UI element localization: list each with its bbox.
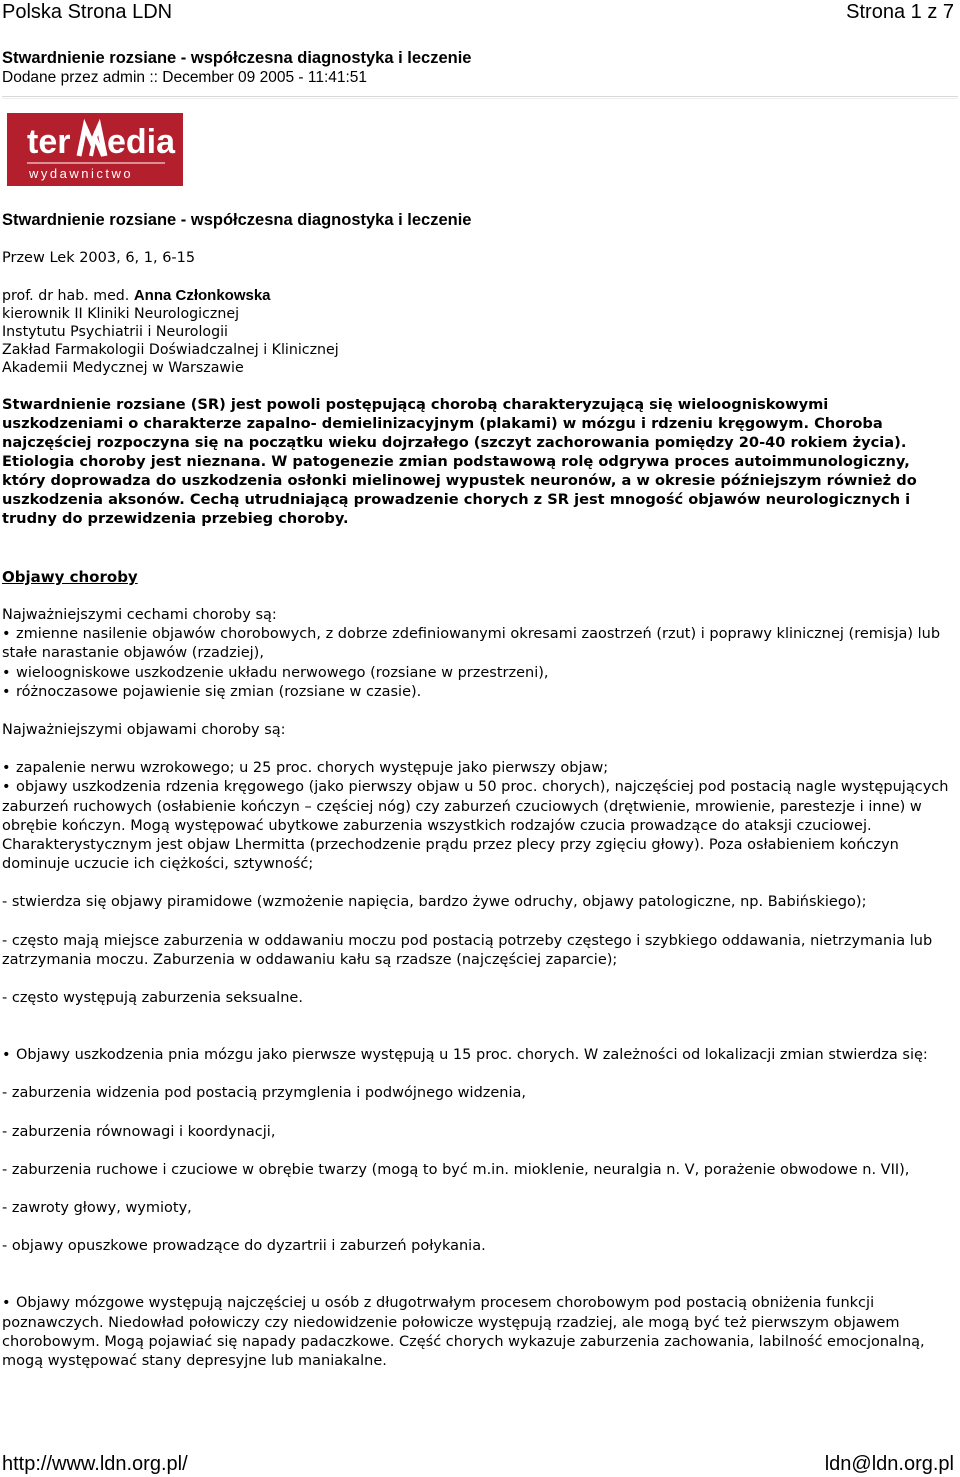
divider [2, 96, 958, 99]
list-item [2, 683, 956, 702]
bullet-icon: • [2, 1047, 11, 1064]
paragraph: - zaburzenia widzenia pod postacią przymglenia i podwójnego widzenia, [2, 1085, 527, 1102]
list-item-text: różnoczasowe pojawienie się zmian (rozsiane w czasie). [16, 683, 422, 700]
paragraph: - często występują zaburzenia seksualne. [2, 990, 303, 1007]
paragraph: - często mają miejsce zaburzenia w oddawaniu moczu pod postacią potrzeby częstego i szybkiego oddawania, nietrzymania lub zatrzymania moczu. Zaburzenia w oddawaniu kału są rzadsze (najczęściej zaparcie); [2, 932, 933, 968]
svg-text:edia: edia [107, 123, 176, 161]
footer-email: ldn@ldn.org.pl [824, 1453, 954, 1475]
article-body [2, 606, 956, 1371]
list-item-text: zmienne nasilenie objawów chorobowych, z dobrze zdefiniowanymi okresami zaostrzeń (rzut) i poprawy klinicznej (remisja) lub stałe narastanie objawów (rzadziej), [2, 626, 941, 662]
bullet-icon: • [2, 1295, 11, 1312]
author-title: prof. dr hab. med. [2, 288, 134, 304]
article-title: Stwardnienie rozsiane - współczesna diagnostyka i leczenie [2, 211, 472, 229]
logo-text-wydawnictwo: wydawnictwo [29, 166, 134, 181]
list-item-text: wieloogniskowe uszkodzenie układu nerwowego (rozsiane w przestrzeni), [16, 664, 549, 681]
affiliation-line: Instytutu Psychiatrii i Neurologii [2, 324, 228, 340]
list-item [2, 778, 956, 874]
footer-url: http://www.ldn.org.pl/ [2, 1453, 188, 1475]
list-item-text: objawy uszkodzenia rdzenia kręgowego (jako pierwszy objaw u 50 proc. chorych), najczęściej pod postacią nagle występujących zaburzeń ruchowych (osłabienie kończyn – częściej nóg) czy zaburzeń czuciowych (drętwienie, mrowienie, parestezje i inne) w obrębie kończyn. Mogą występować ubytkowe zaburzenia wszystkich rodzajów czucia prowadzące do ataksji czuciowej. Charakterystycznym jest objaw Lhermitta (przechodzenie prądu przez plecy przy zgięciu głowy). Poza osłabieniem kończyn dominuje uczucie ich ciężkości, sztywność; [2, 779, 949, 873]
bullet-icon: • [2, 664, 11, 681]
list-item [2, 664, 956, 683]
bullet-icon: • [2, 779, 11, 796]
author-line [2, 287, 339, 305]
termedia-logo [7, 113, 183, 186]
site-name: Polska Strona LDN [2, 1, 173, 23]
abstract: Stwardnienie rozsiane (SR) jest powoli postępującą chorobą charakteryzującą się wieloogniskowymi uszkodzeniami o charakterze zapalno- demielinizacyjnym (plakami) w mózgu i rdzeniu kręgowym. Choroba najczęściej rozpoczyna się na początku wieku dojrzałego (szczyt zachorowania pomiędzy 20-40 rokiem życia). Etiologia choroby jest nieznana. W patogenezie zmian podstawową rolę odgrywa proces autoimmunologiczny, który doprowadza do uszkodzenia osłonki mielinowej wypustek neuronów, a w okresie późniejszym również do uszkodzenia aksonów. Cechą utrudniającą prowadzenie chorych z SR jest mnogość objawów neurologicznych i trudny do przewidzenia przebieg choroby. [2, 396, 917, 527]
page-number: Strona 1 z 7 [846, 1, 954, 23]
logo-text-ter: ter [27, 123, 71, 161]
article-reference: Przew Lek 2003, 6, 1, 6-15 [2, 250, 196, 266]
author-name: Anna Członkowska [133, 287, 271, 304]
author-block [2, 287, 339, 377]
bullet-icon: • [2, 626, 11, 643]
section-heading: Objawy choroby [2, 568, 138, 586]
list-item [2, 1046, 956, 1065]
paragraph: - stwierdza się objawy piramidowe (wzmożenie napięcia, bardzo żywe odruchy, objawy patologiczne, np. Babińskiego); [2, 894, 867, 911]
affiliation-line: Akademii Medycznej w Warszawie [2, 360, 244, 376]
affiliation-line: kierownik II Kliniki Neurologicznej [2, 306, 240, 322]
list-item-text: zapalenie nerwu wzrokowego; u 25 proc. chorych występuje jako pierwszy objaw; [16, 760, 609, 777]
paragraph: Najważniejszymi objawami choroby są: [2, 722, 286, 739]
paragraph: - objawy opuszkowe prowadzące do dyzartrii i zaburzeń połykania. [2, 1238, 486, 1255]
list-item [2, 1294, 956, 1371]
paragraph: - zaburzenia ruchowe i czuciowe w obrębie twarzy (mogą to być m.in. mioklenie, neuralgia n. V, porażenie obwodowe n. VII), [2, 1161, 910, 1178]
list-item-text: Objawy mózgowe występują najczęściej u osób z długotrwałym procesem chorobowym pod postacią obniżenia funkcji poznawczych. Niedowład połowiczy czy niedowidzenie połowicze występują rzadziej, ale mogą być też pierwszym objawem chorobowym. Mogą pojawiać się napady padaczkowe. Część chorych wykazuje zaburzenia zachowania, labilność emocjonalną, mogą występować stany depresyjne lub maniakalne. [2, 1295, 925, 1370]
paragraph: Najważniejszymi cechami choroby są: [2, 607, 277, 623]
list-item [2, 625, 956, 663]
bullet-icon: • [2, 760, 11, 777]
bullet-icon: • [2, 683, 11, 700]
post-title: Stwardnienie rozsiane - współczesna diagnostyka i leczenie [2, 49, 472, 67]
post-meta: Dodane przez admin :: December 09 2005 - 11:41:51 [2, 69, 368, 86]
paragraph: - zawroty głowy, wymioty, [2, 1200, 192, 1217]
affiliation-line: Zakład Farmakologii Doświadczalnej i Klinicznej [2, 342, 339, 358]
paragraph: - zaburzenia równowagi i koordynacji, [2, 1123, 276, 1140]
list-item [2, 759, 956, 778]
list-item-text: Objawy uszkodzenia pnia mózgu jako pierwsze występują u 15 proc. chorych. W zależności od lokalizacji zmian stwierdza się: [16, 1047, 928, 1064]
